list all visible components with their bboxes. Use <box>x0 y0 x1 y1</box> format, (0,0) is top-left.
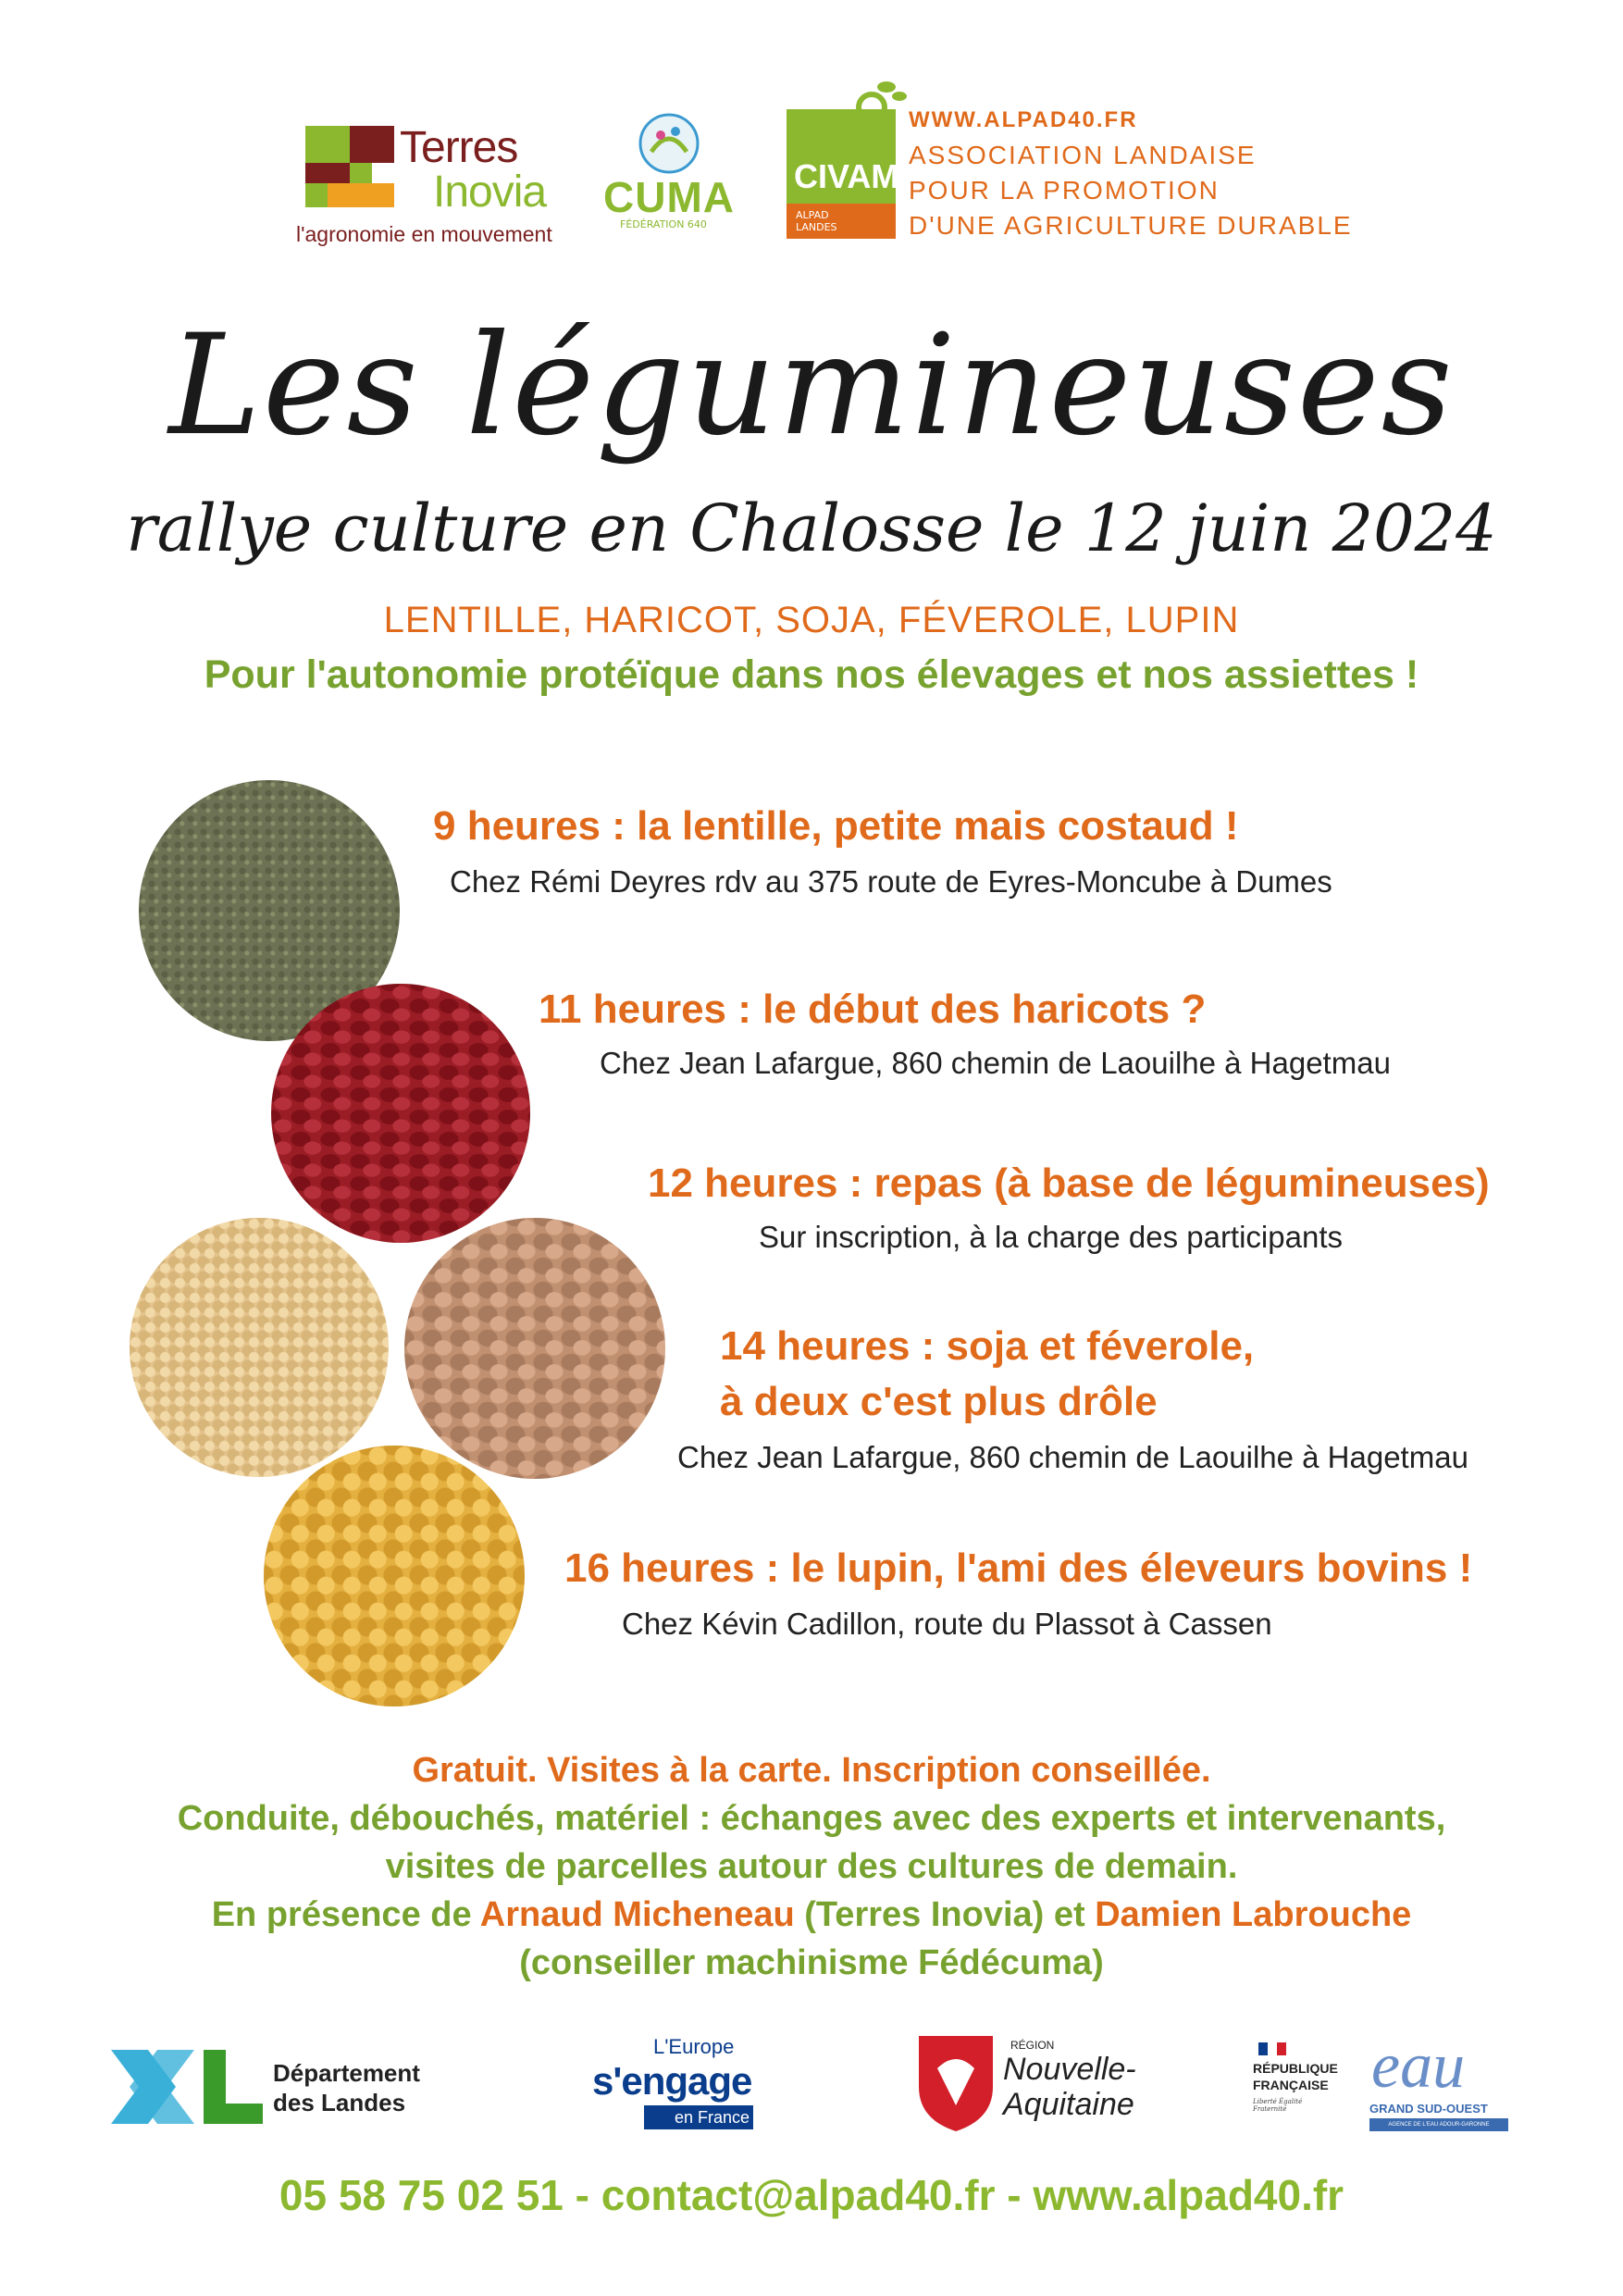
xl-icon <box>111 2041 268 2133</box>
event-title: 14 heures : soja et féverole, <box>720 1323 1255 1369</box>
logo-square <box>305 183 328 207</box>
logo-square <box>350 126 394 163</box>
cuma-logo <box>592 74 759 259</box>
footer-line: (conseiller machinisme Fédécuma) <box>519 1943 1104 1982</box>
cuma-name: CUMA <box>603 173 735 221</box>
europe-logo: L'Europe s'engage en France <box>592 2031 777 2161</box>
footer-line: visites de parcelles autour des cultures de demain. <box>385 1847 1238 1886</box>
tagline: Pour l'autonomie protéïque dans nos élevages et nos assiettes ! <box>204 652 1419 697</box>
logo-square <box>350 163 372 183</box>
cuma-sub: FÉDÉRATION 640 <box>620 218 707 230</box>
footer-line: En présence de Arnaud Micheneau (Terres Inovia) et Damien Labrouche <box>211 1895 1412 1934</box>
footer-line: Gratuit. Visites à la carte. Inscription conseillée. <box>412 1751 1211 1790</box>
leaf-icon <box>844 74 909 130</box>
landes-logo: Département des Landes <box>111 2031 444 2161</box>
event-place: Chez Jean Lafargue, 860 chemin de Laouilhe à Hagetmau <box>677 1440 1468 1474</box>
crop-list: LENTILLE, HARICOT, SOJA, FÉVEROLE, LUPIN <box>383 600 1240 640</box>
event-title: 11 heures : le début des haricots ? <box>539 987 1207 1032</box>
event-place: Chez Kévin Cadillon, route du Plassot à Cassen <box>622 1607 1272 1641</box>
region-shield-icon <box>914 2031 997 2133</box>
nouvelle-aquitaine-logo: RÉGION Nouvelle- Aquitaine <box>914 2031 1155 2161</box>
french-flag-icon <box>1258 2042 1286 2055</box>
republique-eau-logos: RÉPUBLIQUE FRANÇAISE Liberté Égalité Fraternité eau GRAND SUD-OUEST AGENCE DE L'EAU ADOUR-GARONNE <box>1251 2031 1547 2161</box>
event-title: 16 heures : le lupin, l'ami des éleveurs bovins ! <box>564 1545 1473 1591</box>
logo-square <box>305 126 350 163</box>
terres-tagline: l'agronomie en mouvement <box>296 222 552 246</box>
civam-url: WWW.ALPAD40.FR <box>909 107 1138 132</box>
civam-line1: ASSOCIATION LANDAISE <box>909 141 1257 169</box>
lupin-photo <box>264 1446 525 1706</box>
civam-line2: POUR LA PROMOTION <box>909 176 1220 205</box>
event-place: Chez Rémi Deyres rdv au 375 route de Eyres-Moncube à Dumes <box>450 864 1332 899</box>
inovia-text: Inovia <box>433 168 547 217</box>
soy-photo <box>130 1218 389 1477</box>
bean-photo <box>271 984 530 1243</box>
event-title: 9 heures : la lentille, petite mais costaud ! <box>433 803 1239 849</box>
event-title: à deux c'est plus drôle <box>720 1379 1158 1424</box>
event-title: 12 heures : repas (à base de légumineuses) <box>648 1160 1490 1206</box>
cuma-emblem-icon <box>638 113 700 174</box>
terres-inovia-logo <box>259 74 592 259</box>
civam-line3: D'UNE AGRICULTURE DURABLE <box>909 211 1353 240</box>
contact-line: 05 58 75 02 51 - contact@alpad40.fr - www.alpad40.fr <box>279 2171 1344 2219</box>
event-place: Sur inscription, à la charge des participants <box>759 1220 1343 1254</box>
terres-text: Terres <box>400 123 518 172</box>
page-title: Les légumineuses <box>168 305 1455 466</box>
event-place: Chez Jean Lafargue, 860 chemin de Laouilhe à Hagetmau <box>600 1046 1391 1080</box>
page-subtitle: rallye culture en Chalosse le 12 juin 2024 <box>126 490 1497 566</box>
logo-square <box>305 163 350 183</box>
logo-square <box>328 183 394 207</box>
faba-bean-photo <box>404 1218 665 1479</box>
footer-line: Conduite, débouchés, matériel : échanges avec des experts et intervenants, <box>177 1799 1446 1838</box>
civam-name: CIVAM <box>794 157 899 195</box>
civam-logo <box>787 74 1353 259</box>
civam-sub: ALPAD LANDES <box>796 209 837 233</box>
